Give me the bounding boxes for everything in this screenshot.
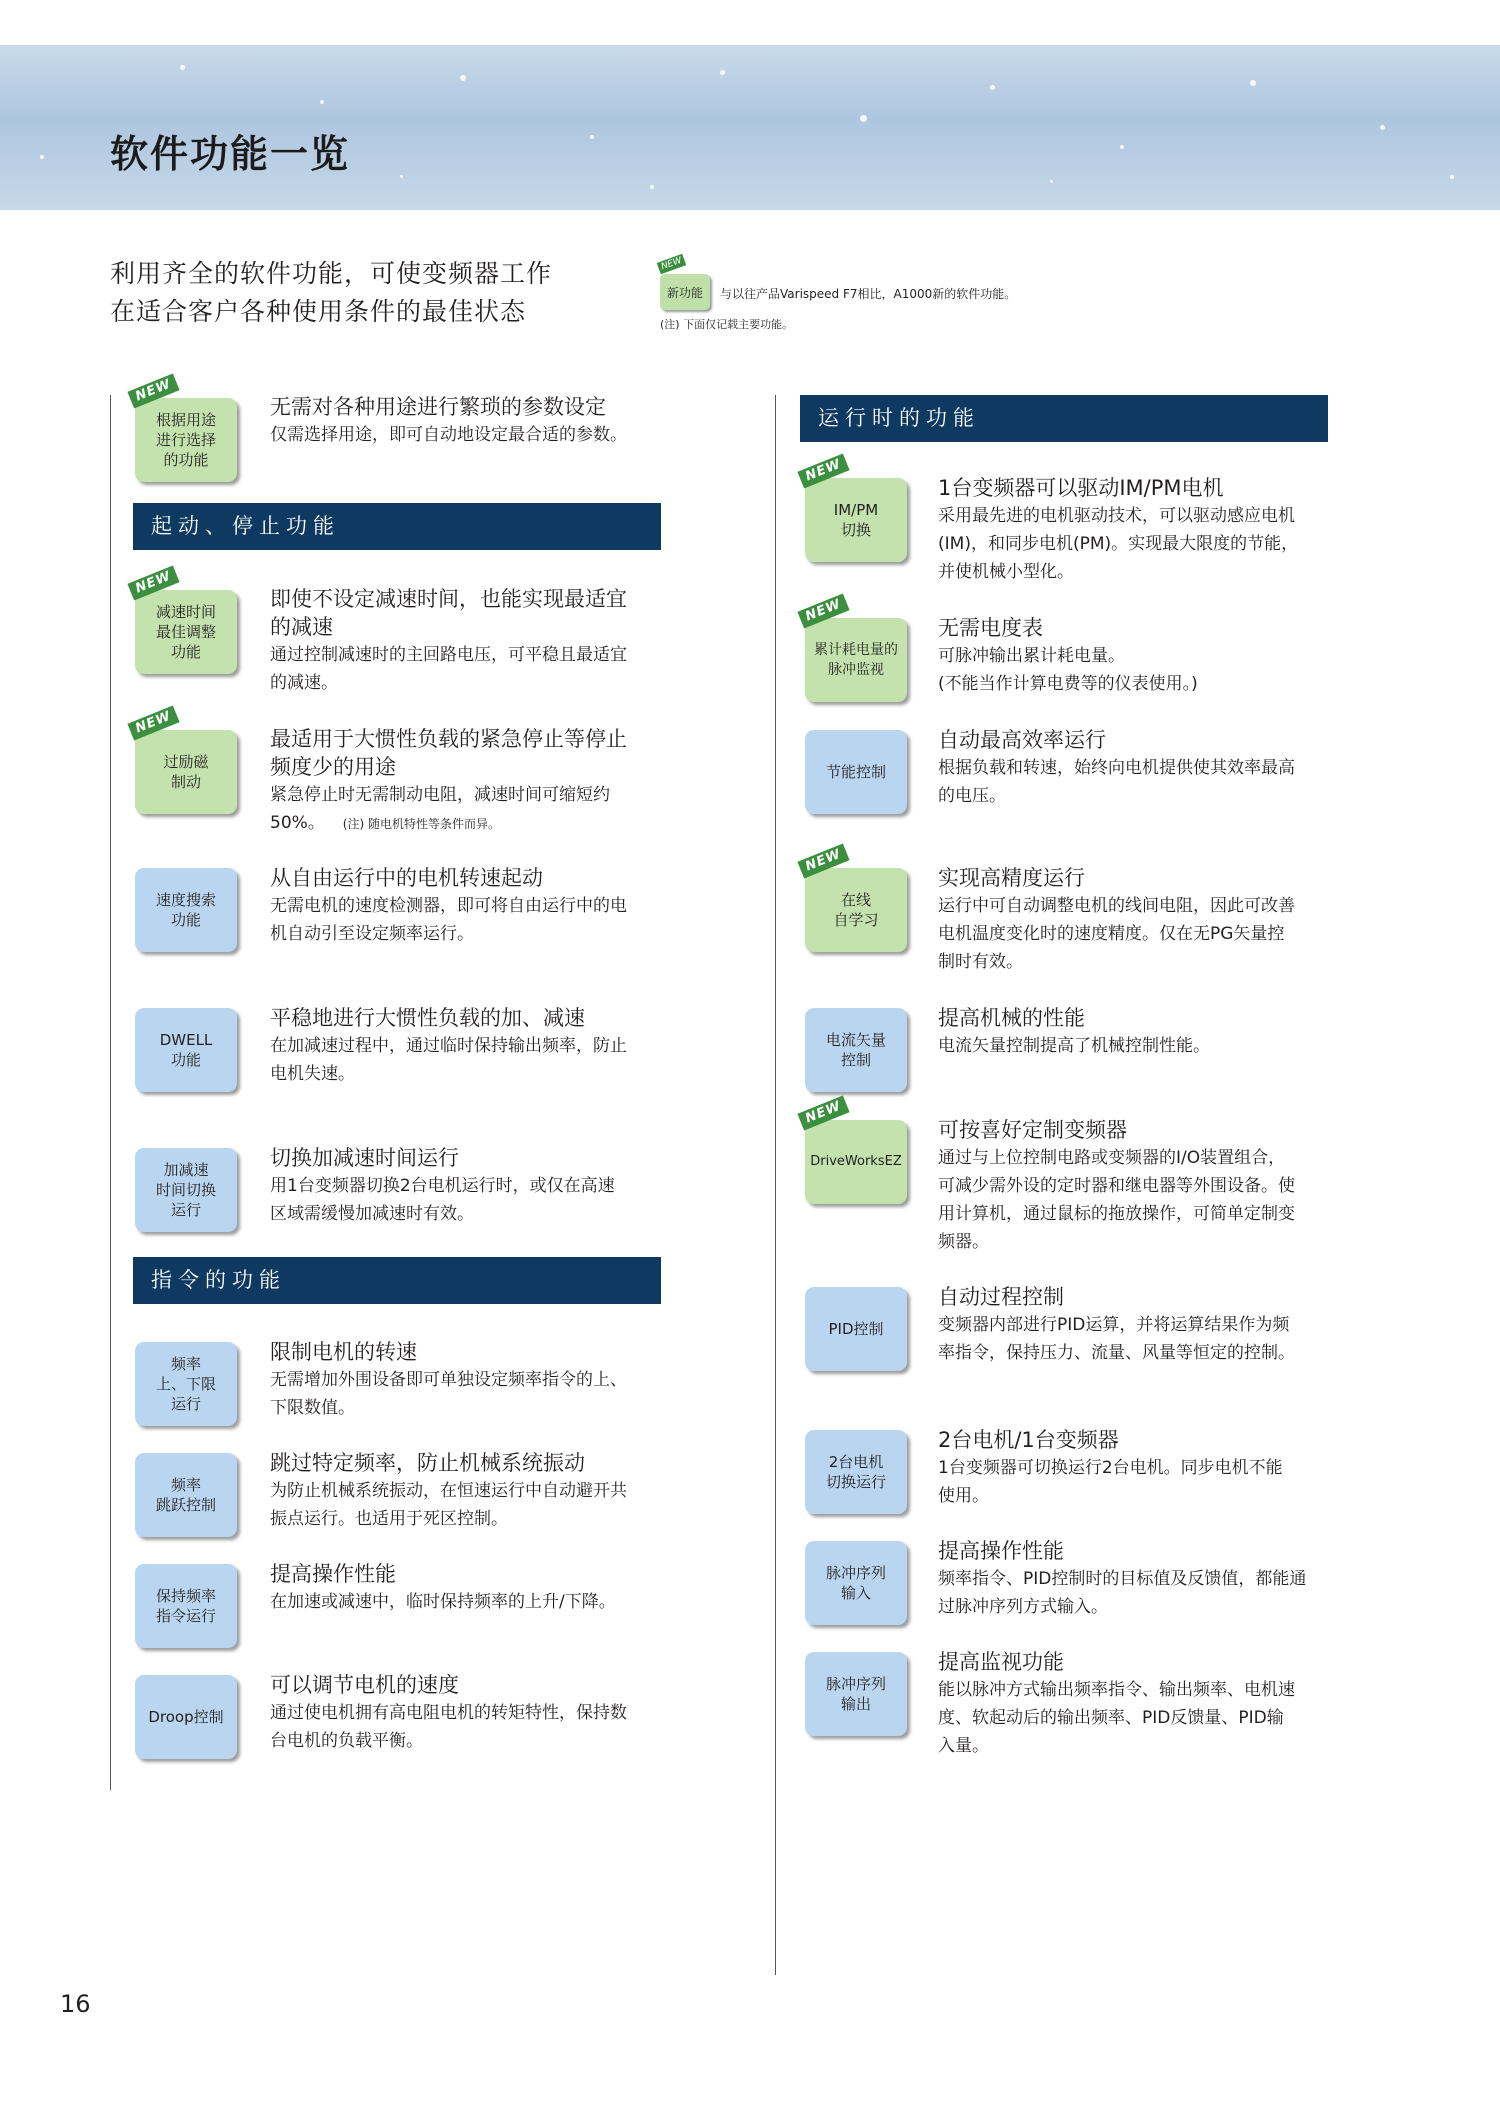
badge-label: DriveWorksEZ	[810, 1154, 902, 1169]
entry-desc: 在加速或减速中，临时保持频率的上升/下降。	[270, 1592, 616, 1612]
entry-note: (注) 随电机特性等条件而异。	[342, 817, 500, 831]
badge-label: 2台电机 切换运行	[825, 1453, 886, 1491]
badge-new-function	[803, 596, 907, 702]
badge-label: 减速时间 最佳调整 功能	[155, 603, 216, 661]
badge-label: Droop控制	[148, 1708, 224, 1726]
entry-title: 即使不设定减速时间，也能实现最适宜 的减速	[270, 587, 627, 639]
badge-new-function	[803, 456, 907, 562]
badge-function	[135, 1453, 237, 1537]
sparkle	[1050, 180, 1053, 183]
sparkle	[320, 100, 324, 104]
entry-title: 最适用于大惯性负载的紧急停止等停止 频度少的用途	[270, 727, 627, 779]
sparkle	[180, 65, 185, 70]
sparkle	[990, 85, 995, 90]
badge-label: IM/PM 切换	[833, 501, 879, 539]
intro-line: 在适合客户各种使用条件的最佳状态	[110, 297, 527, 326]
entry-title: 跳过特定频率，防止机械系统振动	[270, 1451, 585, 1475]
badge-label: 脉冲序列 输出	[825, 1675, 886, 1713]
badge-label: 节能控制	[825, 763, 886, 781]
badge-label: 频率 跳跃控制	[155, 1476, 216, 1514]
badge-label: 频率 上、下限 运行	[155, 1355, 216, 1413]
badge-label: 保持频率 指令运行	[155, 1587, 216, 1625]
entry-title: 从自由运行中的电机转速起动	[270, 866, 543, 890]
entry-title: 提高监视功能	[938, 1650, 1064, 1674]
badge-function	[805, 1287, 907, 1371]
section-header-command: 指令的功能	[133, 1257, 661, 1304]
entry-title: 1台变频器可以驱动IM/PM电机	[938, 476, 1224, 500]
sparkle	[860, 115, 867, 122]
entry-desc: 在加减速过程中，通过临时保持输出频率，防止 电机失速。	[270, 1036, 627, 1084]
badge-function	[805, 1652, 907, 1736]
entry-desc: 1台变频器可切换运行2台电机。同步电机不能 使用。	[938, 1458, 1283, 1506]
legend-text: 与以往产品Varispeed F7相比，A1000新的软件功能。	[720, 287, 1017, 301]
badge-new-function	[803, 1098, 907, 1204]
sparkle	[720, 70, 725, 75]
entry-title: 实现高精度运行	[938, 866, 1085, 890]
sparkle	[460, 75, 466, 81]
entry-title: 限制电机的转速	[270, 1340, 417, 1364]
sparkle	[590, 135, 594, 139]
entry-desc: 紧急停止时无需制动电阻，减速时间可缩短约	[270, 785, 610, 805]
badge-label: PID控制	[828, 1320, 884, 1338]
entry-desc: 为防止机械系统振动，在恒速运行中自动避开共 振点运行。也适用于死区控制。	[270, 1481, 627, 1529]
entry-desc: 采用最先进的电机驱动技术，可以驱动感应电机 (IM)，和同步电机(PM)。实现最大限度的节能， 并使机械小型化。	[938, 506, 1299, 582]
page-title: 软件功能一览	[110, 132, 351, 176]
entry-desc: 无需增加外围设备即可单独设定频率指令的上、 下限数值。	[270, 1370, 627, 1418]
entry-title: 无需电度表	[938, 616, 1043, 640]
badge-function	[135, 1148, 237, 1232]
new-tag: NEW	[797, 453, 849, 488]
legend-note: (注) 下面仅记载主要功能。	[660, 318, 794, 331]
sparkle	[40, 155, 44, 159]
entry-desc: 可脉冲输出累计耗电量。 (不能当作计算电费等的仪表使用。)	[938, 646, 1198, 694]
badge-function	[135, 1008, 237, 1092]
entry-title: 2台电机/1台变频器	[938, 1428, 1119, 1452]
left-column-rule	[110, 395, 111, 1790]
entry-desc: 仅需选择用途，即可自动地设定最合适的参数。	[270, 425, 627, 445]
entry-title: 提高操作性能	[938, 1539, 1064, 1563]
badge-function	[135, 1342, 237, 1426]
badge-label: 累计耗电量的 脉冲监视	[814, 642, 898, 678]
entry-desc: 运行中可自动调整电机的线间电阻，因此可改善 电机温度变化时的速度精度。仅在无PG矢量控 制时有效。	[938, 896, 1295, 972]
entry-title: 切换加减速时间运行	[270, 1146, 459, 1170]
new-tag: NEW	[127, 373, 179, 408]
badge-function	[135, 868, 237, 952]
badge-label: DWELL 功能	[159, 1031, 213, 1069]
badge-new-function	[133, 708, 237, 814]
badge-new-function	[133, 376, 237, 482]
badge-function	[805, 1008, 907, 1092]
entry-title: 无需对各种用途进行繁琐的参数设定	[270, 395, 606, 419]
badge-new-function	[133, 568, 237, 674]
sparkle	[1450, 175, 1454, 179]
page-number: 16	[60, 1990, 91, 2018]
entry-title: 平稳地进行大惯性负载的加、减速	[270, 1006, 585, 1030]
entry-desc: 通过控制减速时的主回路电压，可平稳且最适宜 的减速。	[270, 645, 627, 693]
header-banner	[0, 45, 1500, 210]
entry-title: 可以调节电机的速度	[270, 1673, 459, 1697]
sparkle	[400, 175, 403, 178]
entry-desc: 电流矢量控制提高了机械控制性能。	[938, 1036, 1210, 1056]
entry-desc: 变频器内部进行PID运算，并将运算结果作为频 率指令，保持压力、流量、风量等恒定的控制。	[938, 1315, 1295, 1363]
badge-label: 速度搜索 功能	[155, 891, 216, 929]
badge-function	[135, 1675, 237, 1759]
entry-desc: 频率指令、PID控制时的目标值及反馈值，都能通 过脉冲序列方式输入。	[938, 1569, 1307, 1617]
section-header-runtime: 运行时的功能	[800, 395, 1328, 442]
entry-title: 提高机械的性能	[938, 1006, 1085, 1030]
new-tag: NEW	[797, 1095, 849, 1130]
entry-title: 可按喜好定制变频器	[938, 1118, 1127, 1142]
entry-desc: 通过使电机拥有高电阻电机的转矩特性，保持数 台电机的负载平衡。	[270, 1703, 627, 1751]
entry-desc: 能以脉冲方式输出频率指令、输出频率、电机速 度、软起动后的输出频率、PID反馈量、PID输 入量。	[938, 1680, 1295, 1756]
badge-label: 过励磁 制动	[163, 753, 209, 791]
entry-desc-continued: 50%。	[270, 813, 325, 833]
entry-desc: 根据负载和转速，始终向电机提供使其效率最高 的电压。	[938, 758, 1295, 806]
legend-badge-label: 新功能	[666, 285, 703, 300]
badge-new-function	[803, 846, 907, 952]
intro-text	[110, 255, 552, 331]
new-tag: NEW	[127, 705, 179, 740]
entry-title: 自动最高效率运行	[938, 728, 1106, 752]
badge-function	[805, 1430, 907, 1514]
entry-title: 自动过程控制	[938, 1285, 1064, 1309]
new-tag: NEW	[657, 254, 687, 275]
badge-label: 根据用途 进行选择 的功能	[155, 411, 216, 469]
new-tag: NEW	[127, 565, 179, 600]
entry-desc: 用1台变频器切换2台电机运行时，或仅在高速 区域需缓慢加减速时有效。	[270, 1176, 615, 1224]
badge-function	[135, 1564, 237, 1648]
badge-label: 电流矢量 控制	[825, 1031, 886, 1069]
badge-function	[805, 730, 907, 814]
intro-line: 利用齐全的软件功能，可使变频器工作	[110, 259, 553, 288]
sparkle	[650, 185, 654, 189]
sparkle	[1250, 80, 1256, 86]
entry-desc: 无需电机的速度检测器，即可将自由运行中的电 机自动引至设定频率运行。	[270, 896, 627, 944]
badge-label: 加减速 时间切换 运行	[155, 1161, 216, 1219]
sparkle	[1120, 145, 1124, 149]
entry-desc: 通过与上位控制电路或变频器的I/O装置组合， 可减少需外设的定时器和继电器等外围设备。使 用计算机，通过鼠标的拖放操作，可简单定制变 频器。	[938, 1148, 1295, 1252]
badge-label: 脉冲序列 输入	[825, 1564, 886, 1602]
legend-new-badge	[660, 274, 710, 310]
center-column-rule	[775, 395, 776, 1975]
sparkle	[1380, 125, 1385, 130]
new-tag: NEW	[797, 843, 849, 878]
badge-function	[805, 1541, 907, 1625]
entry-desc	[270, 809, 500, 838]
new-tag: NEW	[797, 593, 849, 628]
section-header-start-stop: 起动、停止功能	[133, 503, 661, 550]
badge-label: 在线 自学习	[833, 891, 879, 929]
entry-title: 提高操作性能	[270, 1562, 396, 1586]
